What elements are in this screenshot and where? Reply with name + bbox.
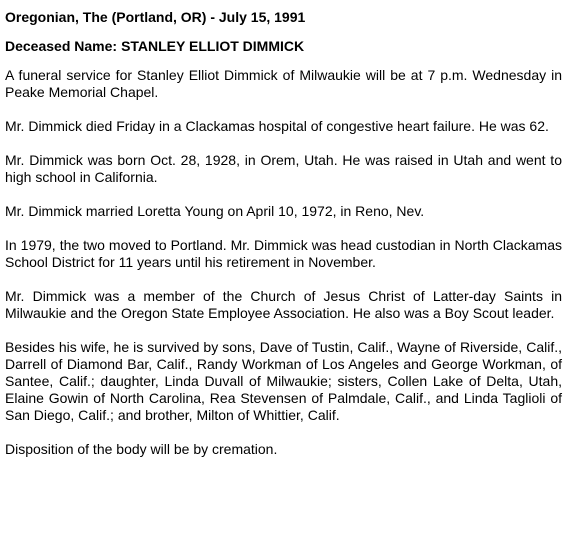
obituary-paragraph: Disposition of the body will be by cremation. — [5, 441, 278, 457]
obituary-paragraph: Mr. Dimmick married Loretta Young on April 10, 1972, in Reno, Nev. — [5, 203, 425, 219]
obituary-paragraph: Besides his wife, he is survived by sons, Dave of Tustin, Calif., Wayne of Riverside, Calif., Darrell of Diamond Bar, Calif., Randy Workman of Los Angeles and George Workman, of Santee, Calif.; daughter, Linda Duvall of Milwaukie; sisters, Collen Lake of Delta, Utah, Elaine Gowin of North Carolina, Rea Stevensen of Palmdale, Calif., and Linda Taglioli of San Diego, Calif.; and brother, Milton of Whittier, Calif. — [5, 339, 562, 423]
obituary-paragraph: Mr. Dimmick was a member of the Church of Jesus Christ of Latter-day Saints in Milwaukie and the Oregon State Employee Association. He also was a Boy Scout leader. — [5, 288, 562, 321]
obituary-paragraph: Mr. Dimmick was born Oct. 28, 1928, in Orem, Utah. He was raised in Utah and went to high school in California. — [5, 152, 562, 185]
obituary-paragraph: In 1979, the two moved to Portland. Mr. Dimmick was head custodian in North Clackamas School District for 11 years until his retirement in November. — [5, 237, 562, 270]
deceased-name-value: STANLEY ELLIOT DIMMICK — [121, 38, 305, 54]
obituary-paragraph: Mr. Dimmick died Friday in a Clackamas hospital of congestive heart failure. He was 62. — [5, 118, 549, 134]
source-line: Oregonian, The (Portland, OR) - July 15, 1991 — [5, 9, 306, 25]
deceased-name-line — [5, 38, 562, 55]
obituary-paragraph: A funeral service for Stanley Elliot Dimmick of Milwaukie will be at 7 p.m. Wednesday in Peake Memorial Chapel. — [5, 67, 562, 100]
deceased-name-label: Deceased Name: — [5, 38, 118, 54]
